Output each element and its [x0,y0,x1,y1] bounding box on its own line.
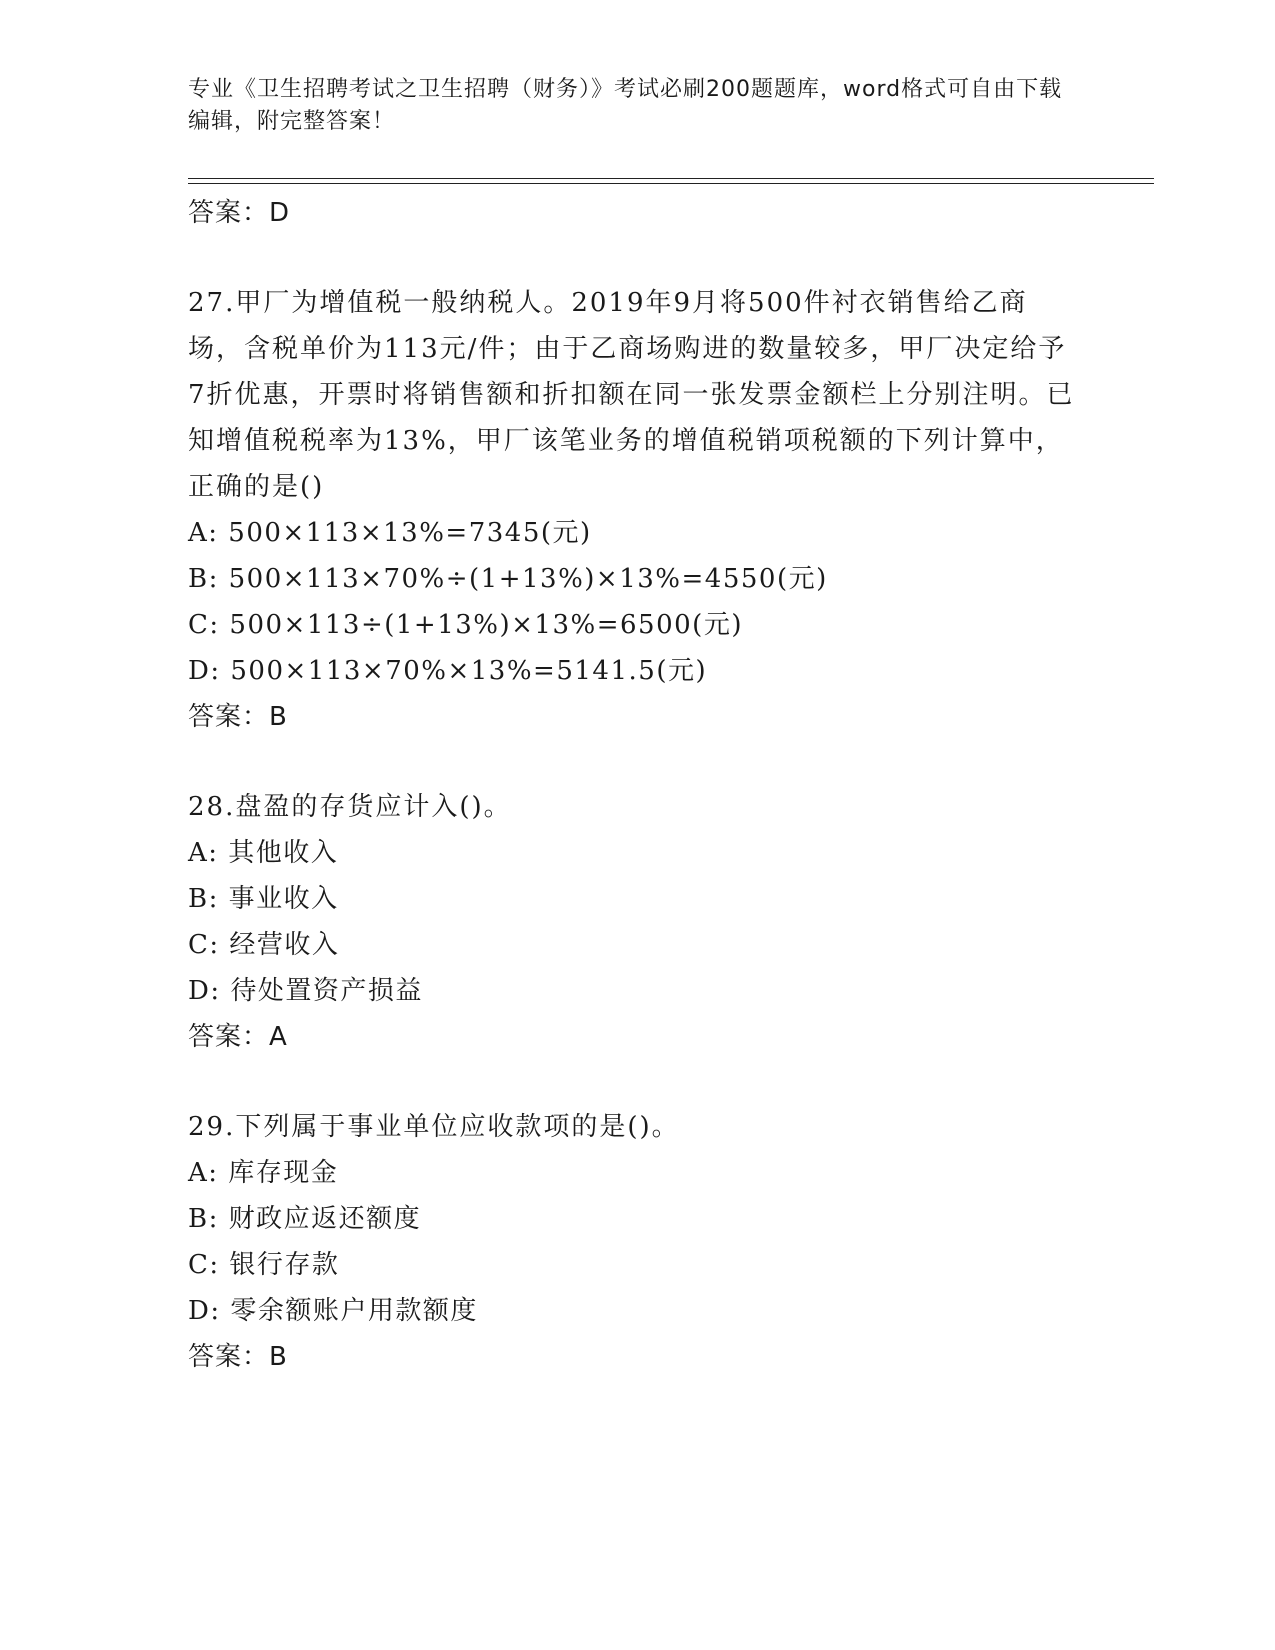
question-27 [188,280,1078,740]
option-a: A: 库存现金 [188,1158,339,1188]
question-text: 28.盘盈的存货应计入()。 [188,792,512,822]
answer: 答案：B [188,1342,288,1372]
option-a: A: 其他收入 [188,838,339,868]
option-c: C: 经营收入 [188,930,340,960]
header-divider-top [188,178,1154,179]
header-divider-bottom [188,183,1154,184]
answer: 答案：B [188,702,288,732]
previous-answer: 答案：D [188,198,291,228]
question-text: 27.甲厂为增值税一般纳税人。2019年9月将500件衬衣销售给乙商场，含税单价为113元/件；由于乙商场购进的数量较多，甲厂决定给予7折优惠，开票时将销售额和折扣额在同一张发票金额栏上分别注明。已知增值税税率为13%，甲厂该笔业务的增值税销项税额的下列计算中，正确的是() [188,288,1075,502]
option-b: B: 事业收入 [188,884,339,914]
option-c: C: 500×113÷(1+13%)×13%=6500(元) [188,610,743,640]
option-a: A: 500×113×13%=7345(元) [188,518,592,548]
option-d: D: 待处置资产损益 [188,976,423,1006]
option-d: D: 零余额账户用款额度 [188,1296,478,1326]
option-b: B: 财政应返还额度 [188,1204,422,1234]
document-header: 专业《卫生招聘考试之卫生招聘（财务）》考试必刷200题题库，word格式可自由下载编辑，附完整答案！ [188,77,1063,134]
question-28 [188,784,1078,1060]
option-d: D: 500×113×70%×13%=5141.5(元) [188,656,708,686]
option-c: C: 银行存款 [188,1250,340,1280]
document-body [188,190,1078,1380]
question-text: 29.下列属于事业单位应收款项的是()。 [188,1112,680,1142]
question-29 [188,1104,1078,1380]
option-b: B: 500×113×70%÷(1+13%)×13%=4550(元) [188,564,828,594]
answer: 答案：A [188,1022,288,1052]
